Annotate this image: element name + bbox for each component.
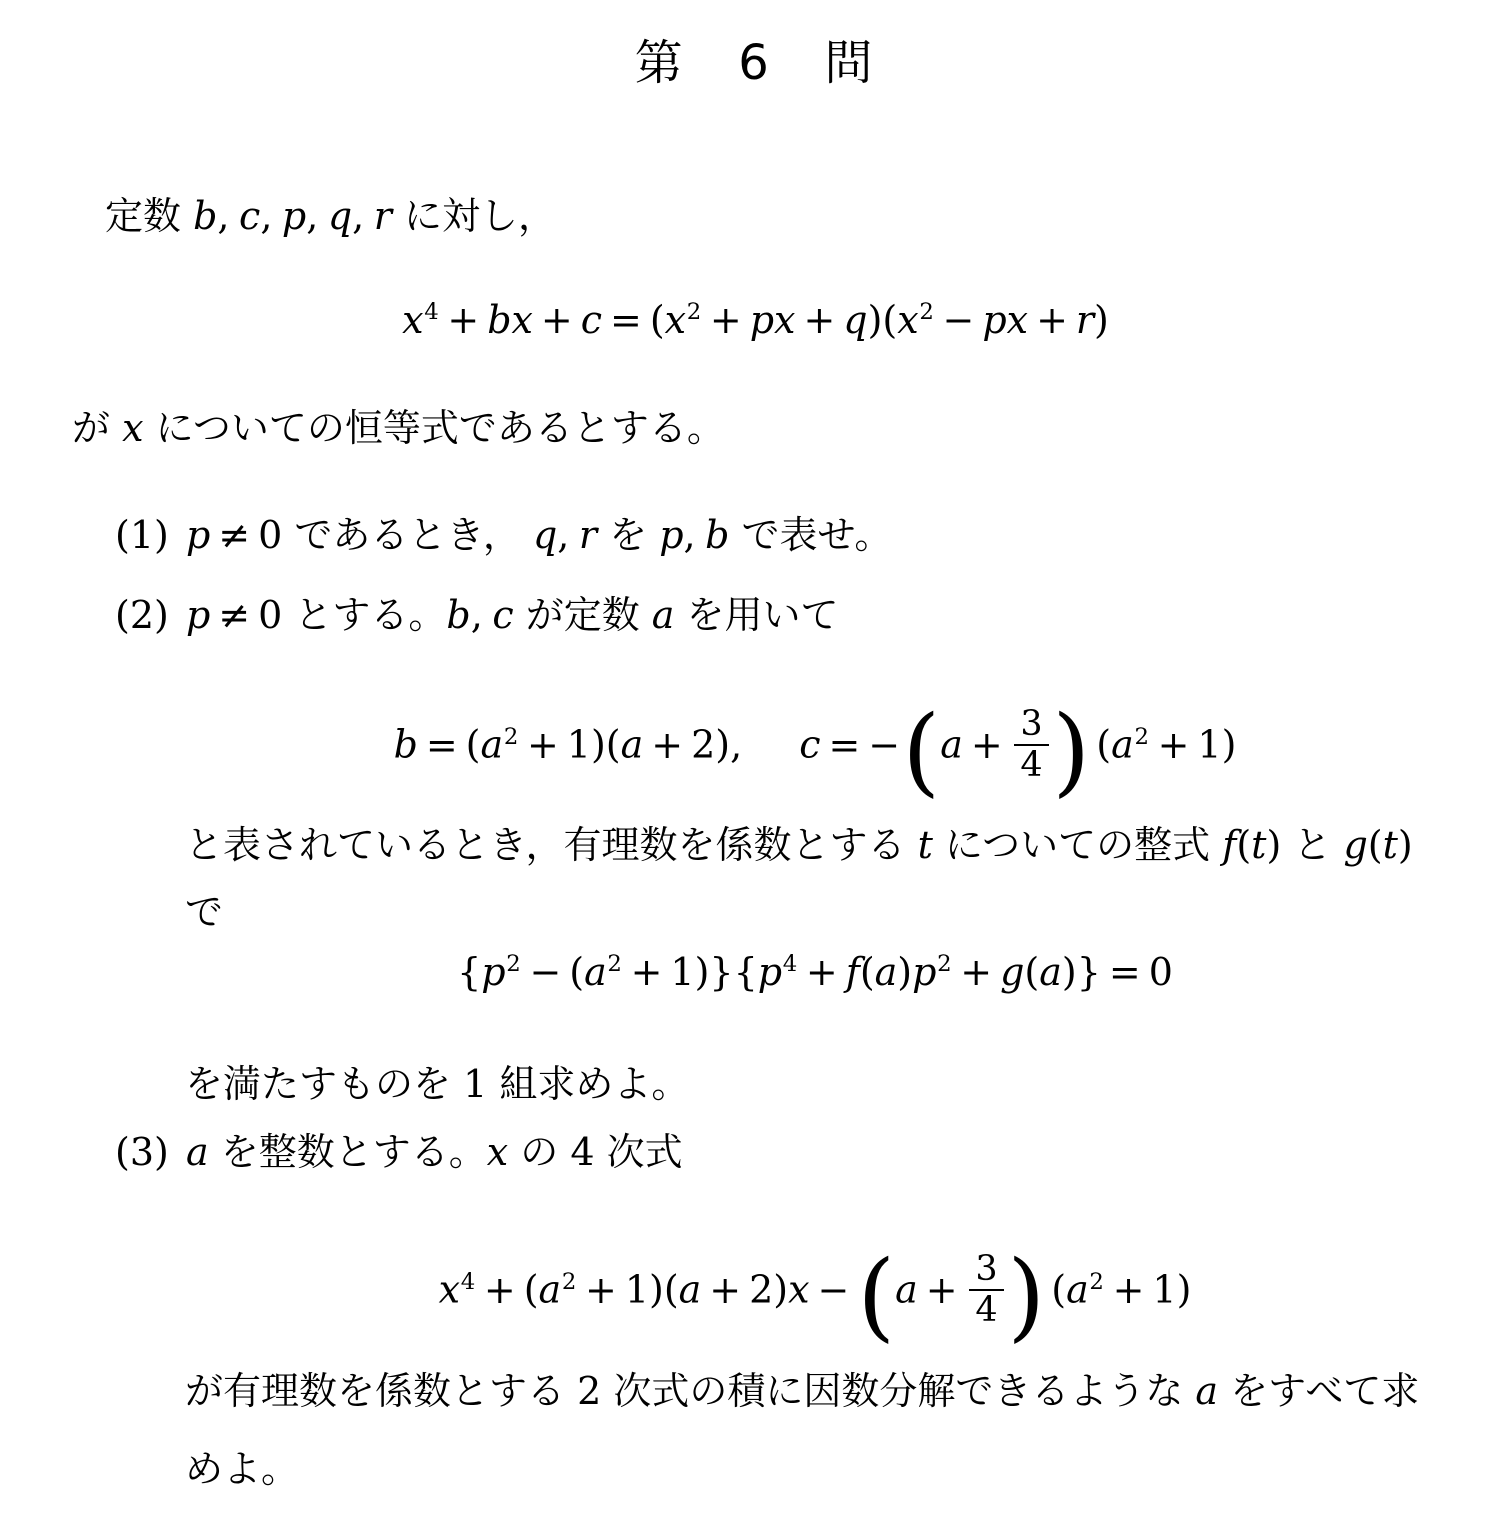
math-var: g [1000,950,1025,994]
math-num: 1 [566,722,591,767]
math-num: 1 [670,950,695,994]
math-op: + [1157,722,1190,767]
math-op: + [1112,1267,1145,1312]
math-paren: ( [465,722,481,767]
math-var: x [664,298,687,342]
math-paren: )( [649,1267,679,1312]
math-op: + [709,298,742,342]
problem-item-1 [115,513,892,557]
math-text: と表されているとき，有理数を係数とする [185,823,918,867]
math-var: c [580,298,603,342]
item-1-label: (1) [115,513,169,557]
math-text: を満たすものを 1 組求めよ。 [185,1062,690,1106]
math-num: 2 [691,722,716,767]
math-op: + [540,298,573,342]
math-op: ≠ [218,593,251,637]
math-paren: { [457,950,482,994]
math-text: めよ。 [185,1447,300,1491]
math-op: + [805,950,838,994]
math-text: が [72,406,123,450]
math-paren: ) [773,1267,789,1312]
item-3-label: (3) [115,1130,169,1174]
math-var: g [1343,823,1368,867]
math-var: r [373,194,392,238]
math-paren: ) [897,950,913,994]
math-op: − [817,1267,850,1312]
math-op: = [425,722,458,767]
math-num: 0 [258,513,283,557]
math-op: + [630,950,663,994]
math-text: についての整式 [932,823,1223,867]
math-paren: ) [715,722,731,767]
math-var: x [402,298,424,342]
math-text: が定数 [513,593,652,637]
math-text: を用いて [674,593,839,637]
math-op: ≠ [218,513,251,557]
math-sup: 2 [919,298,934,325]
math-var: x [486,1130,509,1174]
item-1-body [186,513,892,557]
math-paren: ( [569,950,585,994]
item-2-continuation-3 [185,1062,689,1106]
math-paren: ( [1051,1267,1067,1312]
math-sup: 2 [506,950,521,977]
math-var: a [651,593,675,637]
math-var: r [1075,298,1095,342]
math-paren: ( [1236,823,1252,867]
math-text: に対し， [391,194,557,238]
math-num: 0 [1148,950,1173,994]
equation-b-c-definition: $b = (a^2 + 1)(a + 2)$, c = −(a + $\frac{3}{4}$ ) $(a^2 + 1)$ [393,694,1237,808]
math-paren: ) [1176,1267,1192,1312]
math-op: + [960,950,993,994]
math-pun: , [352,194,365,238]
math-paren: ( [1024,950,1040,994]
math-sup: 2 [1089,1268,1104,1295]
math-paren: ) [1094,298,1109,342]
math-pun: , [730,722,743,767]
math-var: b [393,722,418,767]
math-op: + [1036,298,1068,342]
math-fraction: $\frac{3}{4}$ [969,1250,1004,1330]
math-num: 0 [258,593,283,637]
math-sup: 2 [1134,723,1149,750]
math-text: 定数 [105,194,194,238]
math-fraction: $\frac{3}{4}$ [1014,705,1049,785]
math-var: q [532,513,558,557]
math-var: a [1039,950,1062,994]
math-minus: − [868,722,901,767]
math-num: 2 [749,1267,774,1312]
math-paren: )( [867,298,898,342]
item-2-body [186,593,839,637]
math-var: p [481,950,506,994]
math-var: p [912,950,937,994]
intro-sentence-2 [72,406,725,450]
math-var: c [492,593,514,637]
math-sup: 2 [561,1268,577,1295]
math-op: + [803,298,836,342]
math-var: t [1382,823,1398,867]
math-sup: 2 [607,950,622,977]
math-op: = [828,722,861,767]
math-var: a [678,1267,702,1312]
math-op: + [483,1267,516,1312]
math-text: の 4 次式 [508,1130,683,1174]
math-var: a [584,950,607,994]
math-pun: , [306,194,319,238]
equation-f-g-condition [185,950,1445,1000]
math-paren: )( [590,722,621,767]
math-var: x [438,1267,461,1312]
math-op: + [925,1267,958,1312]
math-op: + [651,722,684,767]
math-op: + [709,1267,742,1312]
math-var: a [186,1130,209,1174]
math-paren: ( [1367,823,1383,867]
equation-identity [75,298,1436,348]
math-var: p [186,593,211,637]
math-paren: )}{ [694,950,758,994]
math-text: で表せ。 [729,513,893,557]
math-var: r [578,513,598,557]
item-2-continuation-1 [185,823,1413,867]
math-var: a [480,722,504,767]
math-pun: , [260,194,273,238]
math-var: a [874,950,898,994]
math-pun: , [470,593,483,637]
math-var: c [239,194,261,238]
math-op: + [970,722,1003,767]
math-var: a [940,722,963,767]
math-var: b [446,593,471,637]
math-op: + [447,298,480,342]
math-var: a [895,1267,918,1312]
math-var: a [538,1267,562,1312]
math-text: とする。 [282,593,447,637]
problem-item-2 [115,593,839,637]
math-text: を [597,513,660,557]
math-var: b [193,194,218,238]
math-var: x [897,298,919,342]
math-text: が有理数を係数とする 2 次式の積に因数分解できるような [185,1369,1196,1413]
math-op: = [1108,950,1141,994]
page-title: 第 6 問 [634,35,877,91]
math-text: をすべて求 [1218,1369,1420,1413]
math-var: px [749,298,796,342]
math-var: q [843,298,868,342]
math-op: = [610,298,642,342]
math-paren: ( [523,1267,539,1312]
item-3-continuation-1 [185,1369,1419,1413]
intro-sentence-1 [105,194,556,238]
math-text: と [1281,823,1344,867]
math-paren: ) [1397,823,1413,867]
math-pun: , [557,513,570,557]
math-num: 1 [1152,1267,1177,1312]
math-sup: 4 [424,298,439,325]
math-pun: , [683,513,696,557]
math-paren: )} [1061,950,1101,994]
math-var: p [757,950,783,994]
math-var: p [281,194,307,238]
math-text: で [185,890,224,934]
math-var: a [1066,1267,1089,1312]
math-num: 1 [1197,722,1222,767]
math-var: x [788,1267,810,1312]
math-op: + [585,1267,617,1312]
math-sup: 2 [503,723,519,750]
math-sup: 2 [686,298,702,325]
math-paren: ) [1221,722,1237,767]
math-text: についての恒等式であるとする。 [143,406,725,450]
math-sup: 2 [937,950,952,977]
item-2-label: (2) [115,593,169,637]
math-var: p [659,513,684,557]
math-var: a [1111,722,1134,767]
math-var: bx [487,298,533,342]
math-paren: ( [859,950,875,994]
item-3-continuation-2 [185,1447,299,1491]
equation-quartic: $x^4 + (a^2 + 1)(a + 2)x -(a$ + $\frac{3}{4}$ ) $(a^2 + 1)$ [438,1239,1192,1353]
math-var: x [122,406,144,450]
math-var: a [1195,1369,1219,1413]
math-paren: ( [649,298,665,342]
math-text: を整数とする。 [208,1130,487,1174]
math-sup: 4 [782,950,798,977]
math-pun: , [217,194,230,238]
math-var: t [1251,823,1267,867]
math-op: − [529,950,562,994]
math-paren: ) [1266,823,1282,867]
math-text: であるとき， [282,513,533,557]
math-var: b [705,513,730,557]
math-sup: 4 [460,1268,476,1295]
math-var: c [799,722,821,767]
problem-item-3 [115,1130,683,1174]
math-num: 1 [624,1267,649,1312]
math-op: + [526,722,559,767]
math-var: t [917,823,933,867]
math-var: f [1222,823,1237,867]
math-paren: ( [1096,722,1112,767]
item-3-body [186,1130,683,1174]
math-var: f [845,950,860,994]
math-var: q [327,194,353,238]
math-var: px [982,298,1029,342]
math-var: p [186,513,211,557]
item-2-continuation-2 [185,890,223,934]
math-op: − [942,298,975,342]
math-var: a [620,722,644,767]
